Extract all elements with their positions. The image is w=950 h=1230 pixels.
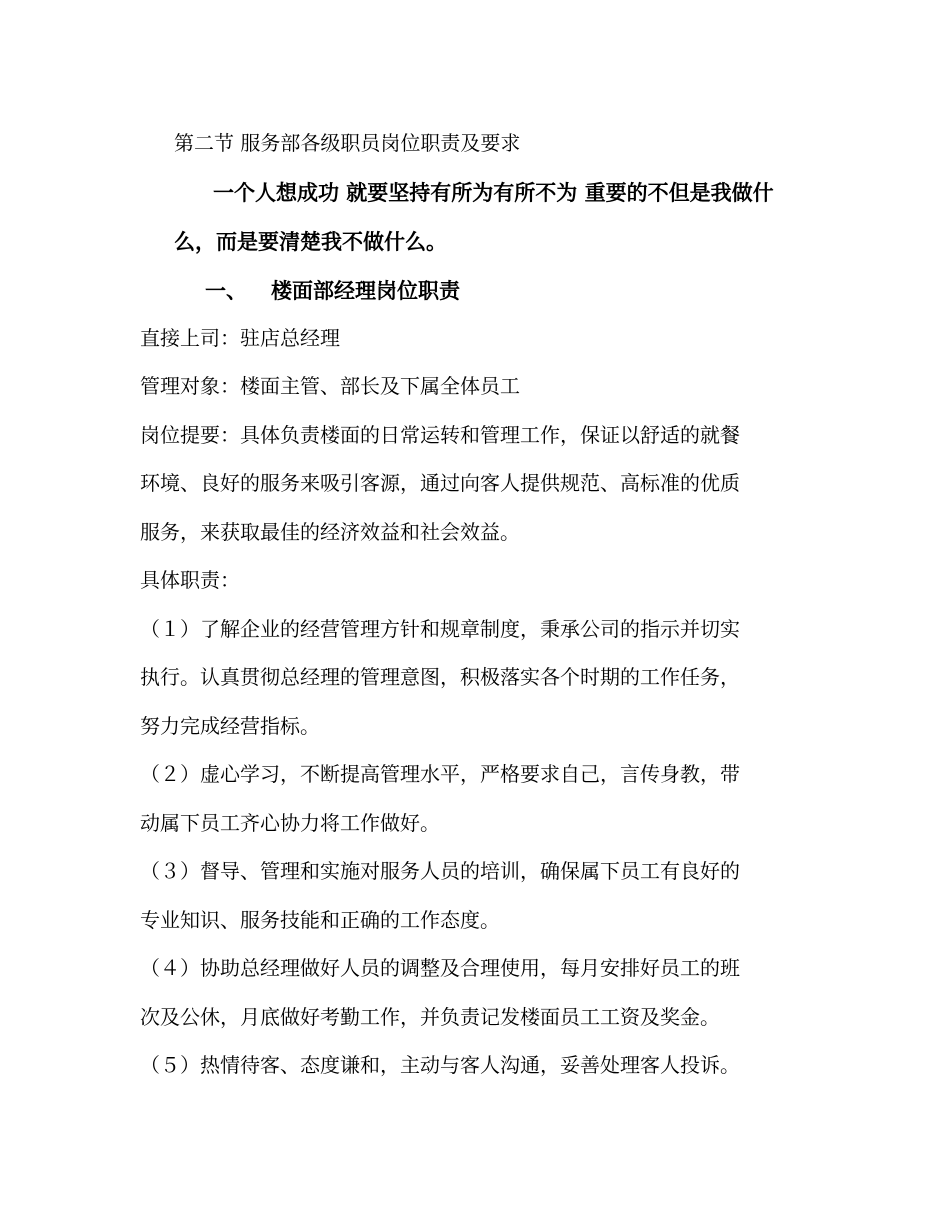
body-line-duty-4: 次及公休，月底做好考勤工作，并负责记发楼面员工工资及奖金。	[140, 1005, 720, 1029]
body-line-duty-3: （３）督导、管理和实施对服务人员的培训，确保属下员工有良好的	[140, 859, 740, 883]
body-line-duty-1: （１）了解企业的经营管理方针和规章制度，秉承公司的指示并切实	[140, 617, 740, 641]
heading-title: 楼面部经理岗位职责	[271, 278, 460, 303]
body-line-summary: 服务，来获取最佳的经济效益和社会效益。	[140, 520, 520, 544]
section-title: 第二节 服务部各级职员岗位职责及要求	[174, 131, 521, 155]
body-line-duty-3: 专业知识、服务技能和正确的工作态度。	[140, 908, 500, 932]
body-line-duty-1: 努力完成经营指标。	[140, 714, 320, 738]
heading-number: 一、	[205, 278, 247, 303]
body-line-duty-5: （５）热情待客、态度谦和，主动与客人沟通，妥善处理客人投诉。	[140, 1053, 740, 1077]
body-line-duties-label: 具体职责：	[140, 568, 240, 592]
body-line-supervisor: 直接上司：驻店总经理	[140, 326, 340, 350]
body-line-management-scope: 管理对象：楼面主管、部长及下属全体员工	[140, 374, 520, 398]
body-line-duty-1: 执行。认真贯彻总经理的管理意图，积极落实各个时期的工作任务，	[140, 665, 740, 689]
body-line-duty-2: （２）虚心学习，不断提高管理水平，严格要求自己，言传身教，带	[140, 762, 740, 786]
motto-line-1: 一个人想成功 就要坚持有所为有所不为 重要的不但是我做什	[213, 180, 774, 205]
motto-line-2: 么，而是要清楚我不做什么。	[174, 229, 447, 254]
section-heading	[205, 279, 460, 303]
body-line-summary: 环境、良好的服务来吸引客源，通过向客人提供规范、高标准的优质	[140, 471, 740, 495]
body-line-summary: 岗位提要：具体负责楼面的日常运转和管理工作，保证以舒适的就餐	[140, 423, 740, 447]
body-line-duty-4: （４）协助总经理做好人员的调整及合理使用，每月安排好员工的班	[140, 956, 740, 980]
body-line-duty-2: 动属下员工齐心协力将工作做好。	[140, 811, 440, 835]
